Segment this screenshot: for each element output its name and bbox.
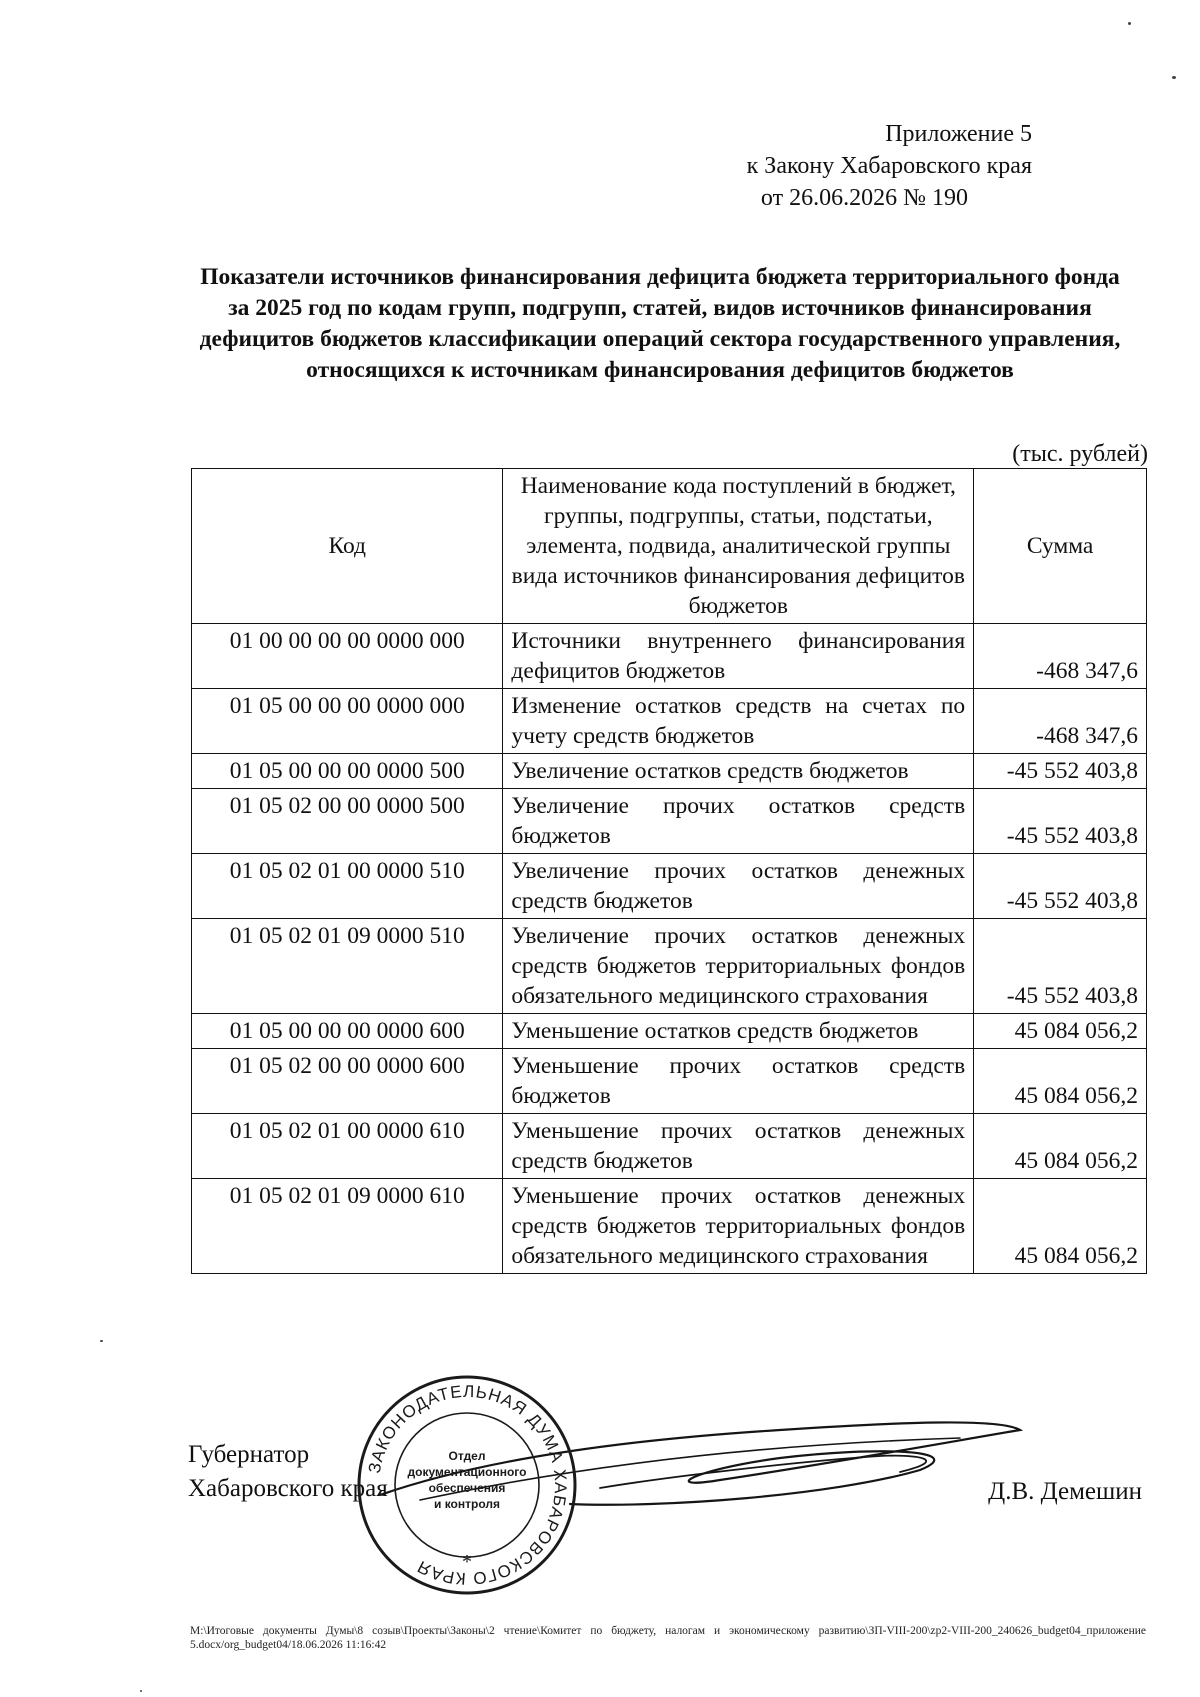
scan-speck xyxy=(1172,76,1176,79)
row-code: 01 05 02 00 00 0000 600 xyxy=(192,1049,503,1114)
signer-position-line1: Губернатор xyxy=(188,1441,310,1468)
table-row xyxy=(192,689,1147,754)
row-sum: -45 552 403,8 xyxy=(974,854,1147,919)
table-row xyxy=(192,919,1147,1014)
stamp-star-icon: * xyxy=(462,1551,472,1573)
row-code: 01 00 00 00 00 0000 000 xyxy=(192,624,503,689)
official-stamp xyxy=(352,1370,582,1600)
stamp-line4: и контроля xyxy=(434,1497,500,1511)
row-sum: -45 552 403,8 xyxy=(974,754,1147,789)
stamp-line2: документационного xyxy=(407,1465,527,1479)
file-path-footer: M:\Итоговые документы Думы\8 созыв\Проекты\Законы\2 чтение\Комитет по бюджету, налогам и экономическому развитию\ЗП-VIII-200\zp2-VIII-200_240626_budget04_приложение 5.docx/org_budget04/18.06.2026 11:16:42 xyxy=(190,1625,1146,1651)
table-body xyxy=(192,624,1147,1274)
row-name: Уменьшение прочих остатков денежных средств бюджетов xyxy=(503,1114,974,1179)
table-row xyxy=(192,1114,1147,1179)
appendix-number: Приложение 5 xyxy=(885,121,1032,147)
table-header-row xyxy=(192,469,1147,624)
document-title: Показатели источников финансирования дефицита бюджета территориального фонда за 2025 год по кодам групп, подгрупп, статей, видов источников финансирования дефицитов бюджетов классификации операций сектора государственного управления, относящихся к источникам финансирования дефицитов бюджетов xyxy=(199,264,1121,383)
row-code: 01 05 02 01 09 0000 510 xyxy=(192,919,503,1014)
appendix-date: от 26.06.2026 № 190 xyxy=(760,185,968,211)
stamp-ring-text: ЗАКОНОДАТЕЛЬНАЯ ДУМА ХАБАРОВСКОГО КРАЯ xyxy=(364,1381,571,1589)
row-name: Источники внутреннего финансирования дефицитов бюджетов xyxy=(503,624,974,689)
scan-speck xyxy=(140,1690,142,1692)
sources-table xyxy=(191,468,1147,1274)
row-name: Увеличение прочих остатков денежных средств бюджетов xyxy=(503,854,974,919)
signer-position-line2: Хабаровского края xyxy=(188,1475,388,1502)
row-code: 01 05 00 00 00 0000 600 xyxy=(192,1014,503,1049)
header-sum: Сумма xyxy=(974,469,1147,624)
row-sum: -468 347,6 xyxy=(974,624,1147,689)
table-row xyxy=(192,1179,1147,1274)
row-code: 01 05 02 01 00 0000 610 xyxy=(192,1114,503,1179)
scan-speck xyxy=(100,1340,103,1342)
table-row xyxy=(192,754,1147,789)
table-row xyxy=(192,1014,1147,1049)
row-name: Изменение остатков средств на счетах по учету средств бюджетов xyxy=(503,689,974,754)
scan-speck xyxy=(1128,22,1131,25)
appendix-law: к Закону Хабаровского края xyxy=(746,153,1032,179)
row-code: 01 05 00 00 00 0000 000 xyxy=(192,689,503,754)
row-sum: -45 552 403,8 xyxy=(974,789,1147,854)
units-label: (тыс. рублей) xyxy=(1012,441,1148,467)
row-code: 01 05 00 00 00 0000 500 xyxy=(192,754,503,789)
row-sum: 45 084 056,2 xyxy=(974,1049,1147,1114)
row-sum: 45 084 056,2 xyxy=(974,1114,1147,1179)
row-name: Уменьшение прочих остатков денежных средств бюджетов территориальных фондов обязательного медицинского страхования xyxy=(503,1179,974,1274)
row-name: Увеличение прочих остатков средств бюджетов xyxy=(503,789,974,854)
table-row xyxy=(192,1049,1147,1114)
row-name: Уменьшение прочих остатков средств бюджетов xyxy=(503,1049,974,1114)
row-sum: 45 084 056,2 xyxy=(974,1179,1147,1274)
table-row xyxy=(192,624,1147,689)
header-code: Код xyxy=(192,469,503,624)
row-name: Увеличение остатков средств бюджетов xyxy=(503,754,974,789)
row-code: 01 05 02 01 00 0000 510 xyxy=(192,854,503,919)
stamp-line3: обеспечения xyxy=(428,1481,506,1495)
row-code: 01 05 02 01 09 0000 610 xyxy=(192,1179,503,1274)
table-row xyxy=(192,789,1147,854)
row-sum: 45 084 056,2 xyxy=(974,1014,1147,1049)
row-name: Увеличение прочих остатков денежных средств бюджетов территориальных фондов обязательного медицинского страхования xyxy=(503,919,974,1014)
stamp-line1: Отдел xyxy=(448,1449,486,1463)
header-name: Наименование кода поступлений в бюджет, группы, подгруппы, статьи, подстатьи, элемента, подвида, аналитической группы вида источников финансирования дефицитов бюджетов xyxy=(503,469,974,624)
row-sum: -45 552 403,8 xyxy=(974,919,1147,1014)
table-row xyxy=(192,854,1147,919)
signer-name: Д.В. Демешин xyxy=(988,1478,1142,1505)
row-name: Уменьшение остатков средств бюджетов xyxy=(503,1014,974,1049)
appendix-header xyxy=(612,118,1032,214)
row-code: 01 05 02 00 00 0000 500 xyxy=(192,789,503,854)
row-sum: -468 347,6 xyxy=(974,689,1147,754)
